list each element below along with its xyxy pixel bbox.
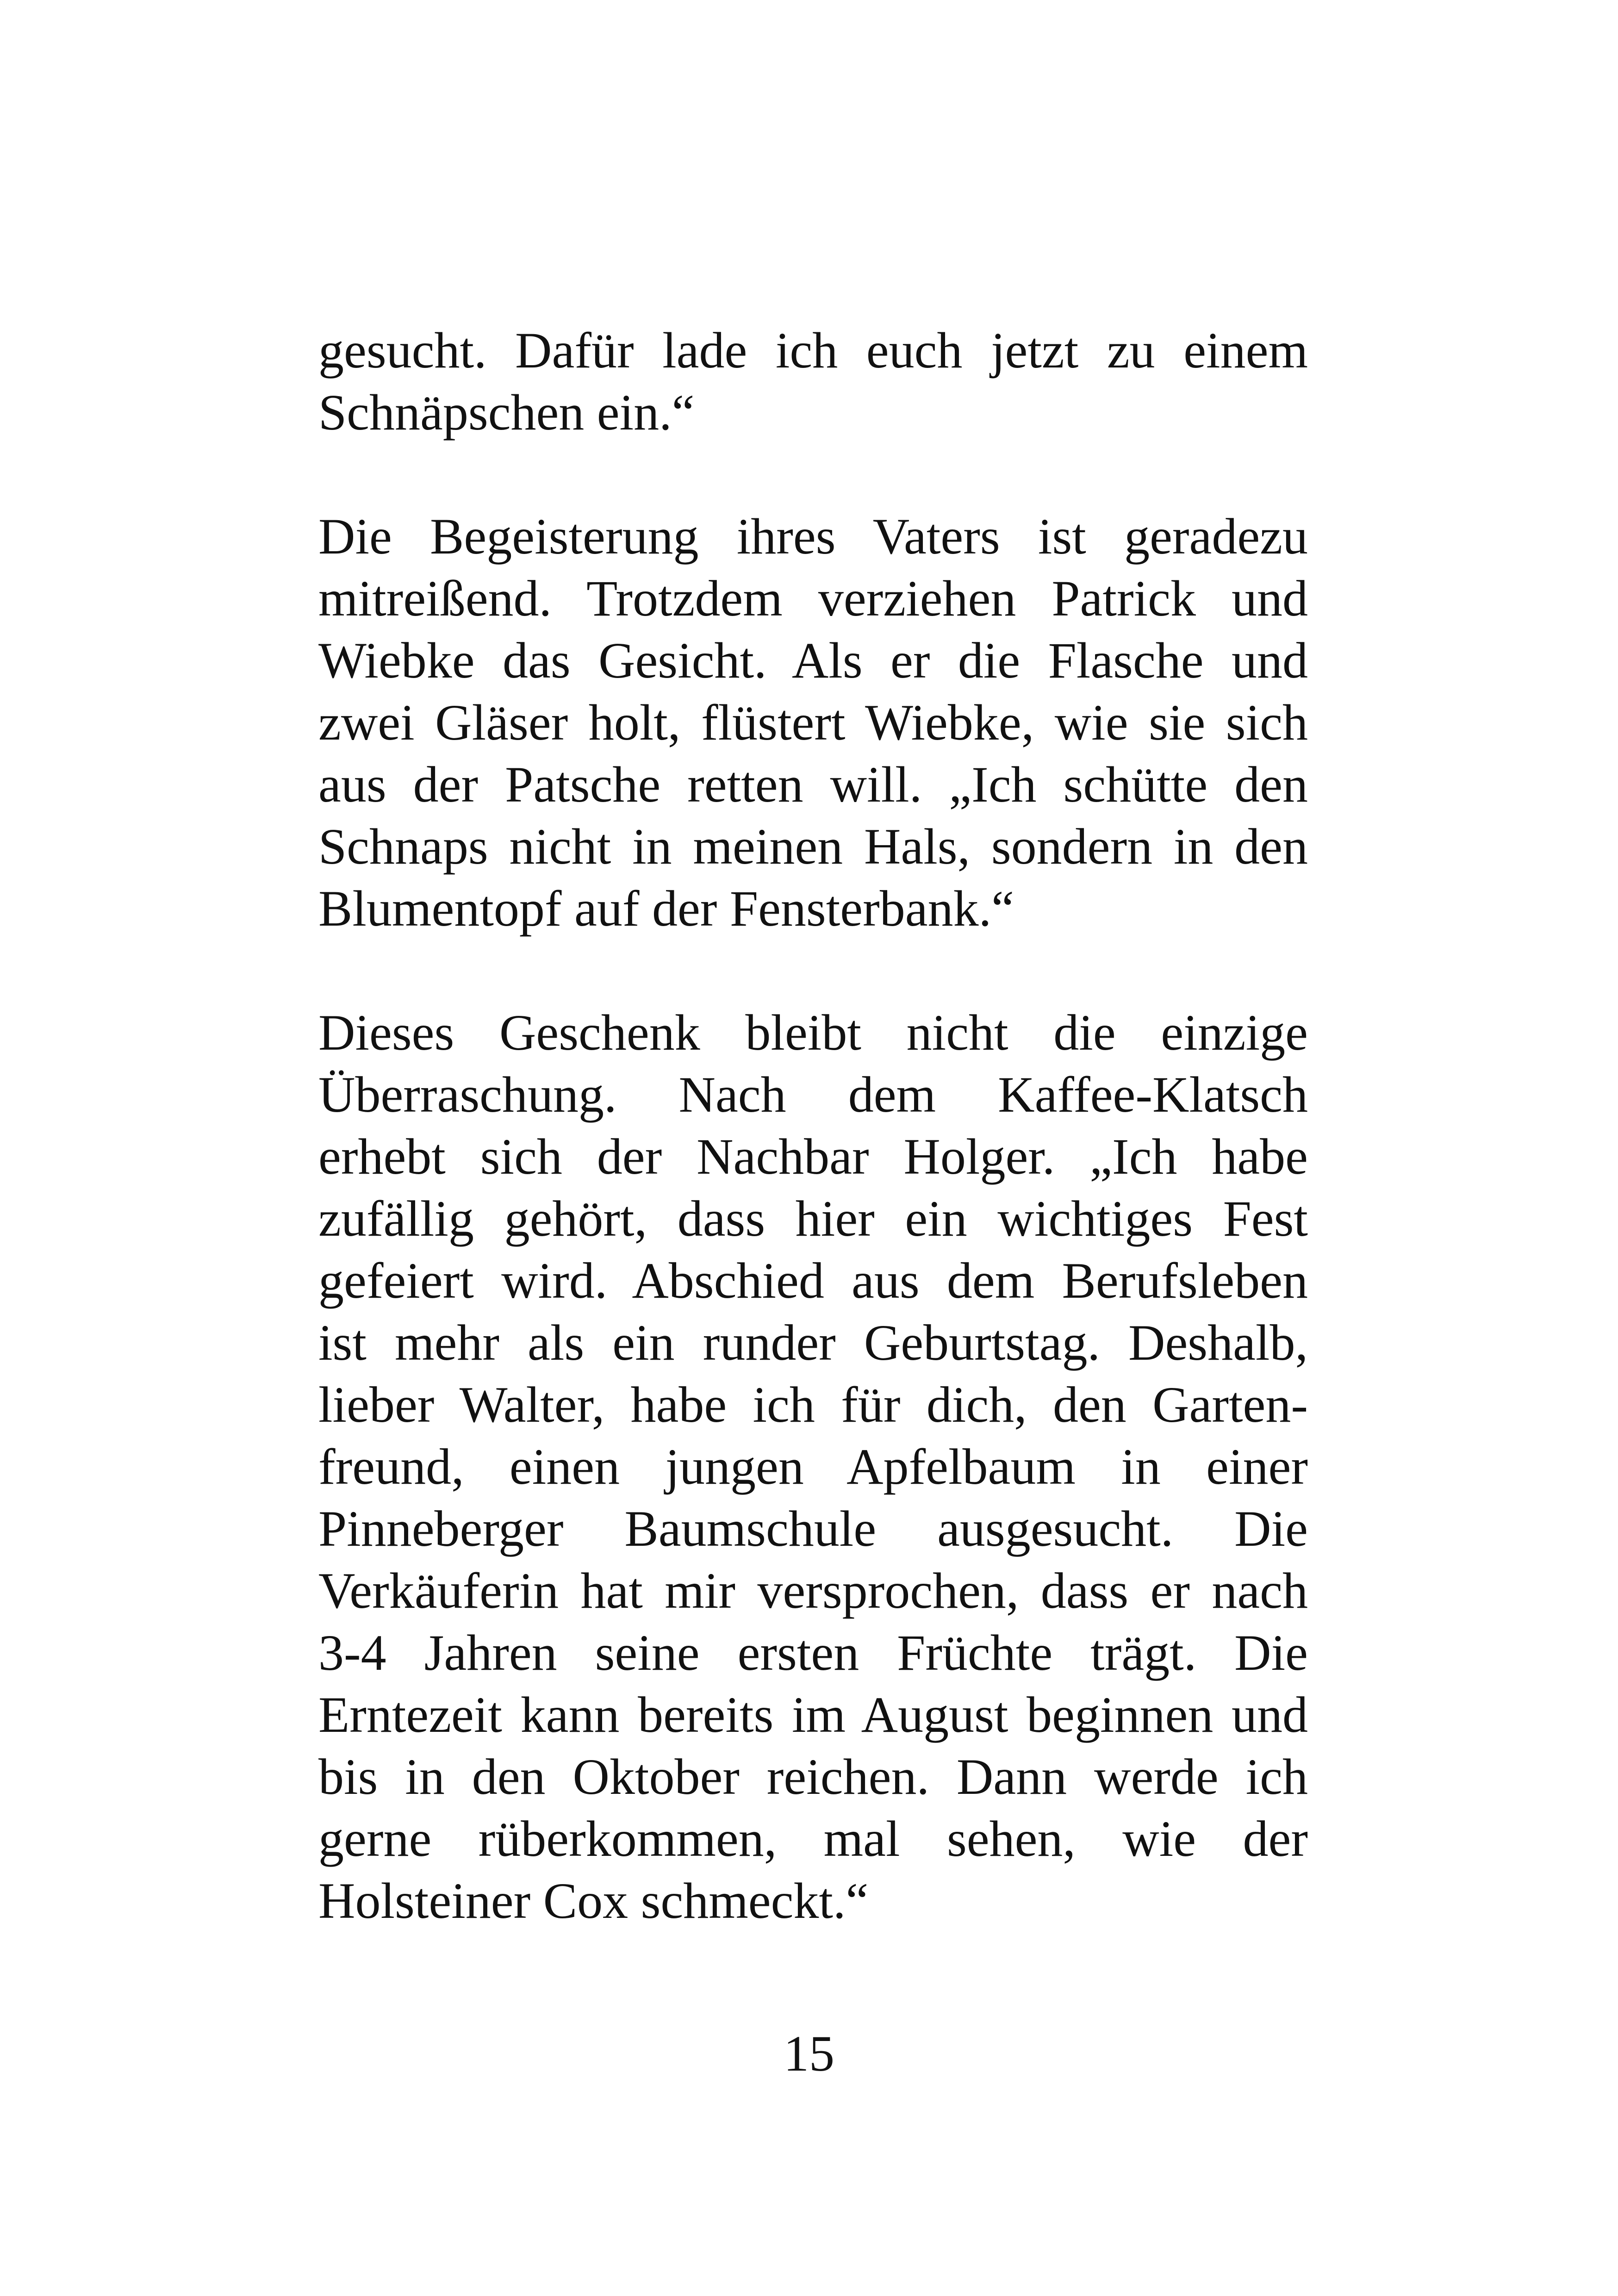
text-line: 3-4 Jahren seine ersten Früchte trägt. Die [318, 1624, 1308, 1681]
paragraph-2 [318, 505, 1308, 940]
text-line: Wiebke das Gesicht. Als er die Flasche und [318, 632, 1308, 689]
text-line: zufällig gehört, dass hier ein wichtiges Fest [318, 1190, 1308, 1247]
text-line: gerne rüberkommen, mal sehen, wie der [318, 1811, 1308, 1867]
text-line: aus der Patsche retten will. „Ich schütte den [318, 756, 1308, 813]
paragraph-1 [318, 319, 1308, 443]
paragraph-3 [318, 1002, 1308, 1932]
text-line: mitreißend. Trotzdem verziehen Patrick und [318, 570, 1308, 627]
text-line: ist mehr als ein runder Geburtstag. Deshalb, [318, 1314, 1308, 1371]
text-line: Schnaps nicht in meinen Hals, sondern in den [318, 818, 1308, 875]
text-line: Die Begeisterung ihres Vaters ist geradezu [318, 508, 1308, 565]
text-line: Dieses Geschenk bleibt nicht die einzige [318, 1004, 1308, 1061]
text-line: Blumentopf auf der Fensterbank.“ [318, 880, 1014, 937]
text-line: Erntezeit kann bereits im August beginnen und [318, 1686, 1308, 1743]
text-line: gefeiert wird. Abschied aus dem Berufsleben [318, 1252, 1308, 1309]
text-line: Holsteiner Cox schmeckt.“ [318, 1873, 869, 1929]
text-line: zwei Gläser holt, flüstert Wiebke, wie sie sich [318, 694, 1308, 751]
body-text [318, 319, 1308, 1932]
text-line: freund, einen jungen Apfelbaum in einer [318, 1438, 1308, 1495]
text-line: bis in den Oktober reichen. Dann werde ich [318, 1748, 1308, 1805]
text-line: gesucht. Dafür lade ich euch jetzt zu einem [318, 322, 1308, 379]
text-line: erhebt sich der Nachbar Holger. „Ich habe [318, 1128, 1308, 1185]
text-line: Überraschung. Nach dem Kaffee-Klatsch [318, 1066, 1308, 1123]
text-line: lieber Walter, habe ich für dich, den Garten- [318, 1376, 1308, 1433]
text-line: Pinneberger Baumschule ausgesucht. Die [318, 1500, 1308, 1557]
text-line: Schnäpschen ein.“ [318, 384, 695, 441]
page-number: 15 [784, 2025, 834, 2082]
text-line: Verkäuferin hat mir versprochen, dass er nach [318, 1562, 1308, 1619]
